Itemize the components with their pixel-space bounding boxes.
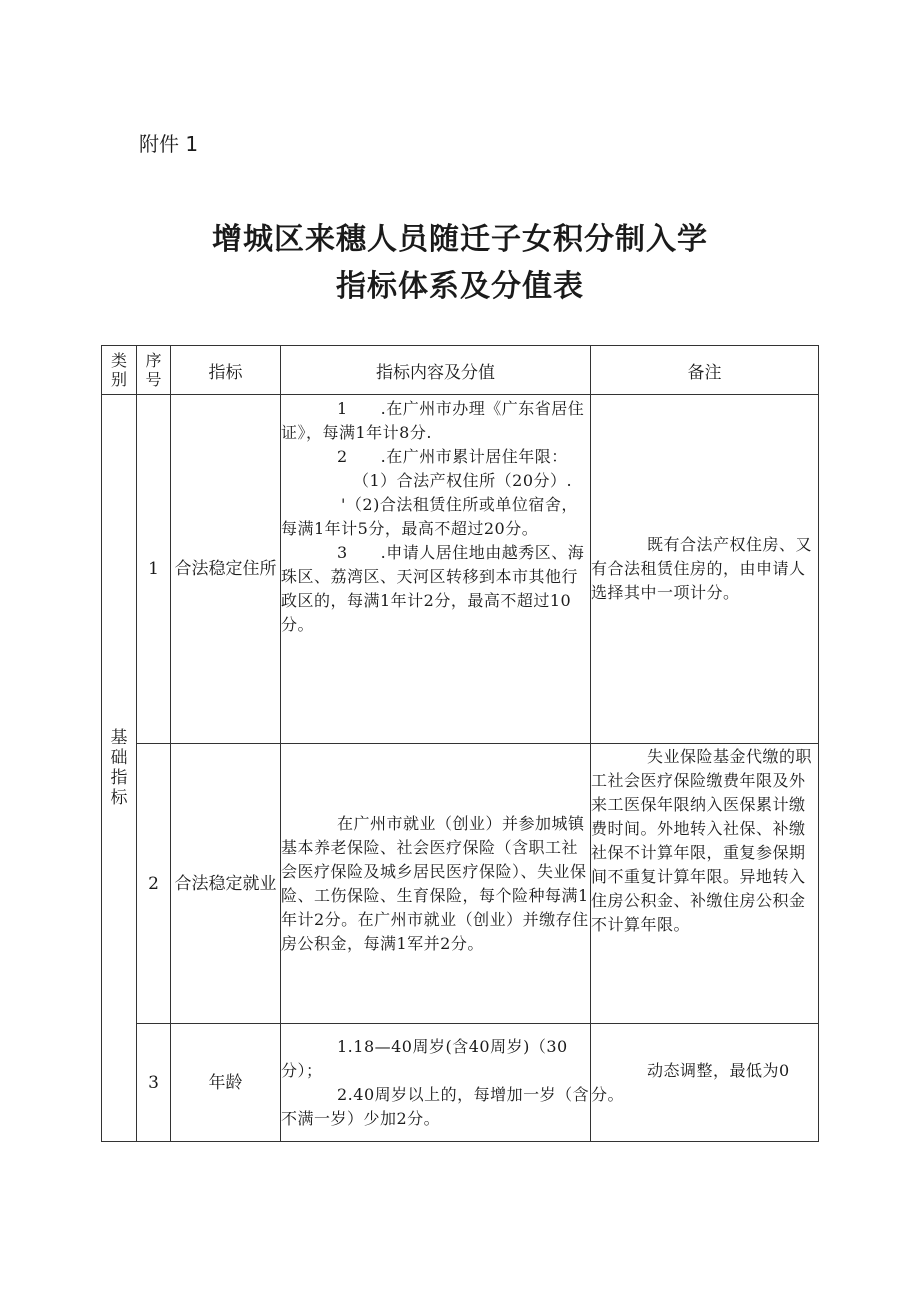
header-content: 指标内容及分值 [281,346,591,395]
category-cell: 基础指标 [102,395,137,1142]
header-indicator: 指标 [171,346,281,395]
row-remark: 既有合法产权住房、又有合法租赁住房的，由申请人选择其中一项计分。 [591,395,819,744]
row-content [281,395,591,744]
header-remark: 备注 [591,346,819,395]
table-row [102,1024,819,1142]
content-line: （1）合法产权住所（20分）. [353,471,573,490]
content-line: '（2)合法租赁住所或单位宿舍，每满1年计5分，最高不超过20分。 [281,495,578,538]
document-title-line-2: 指标体系及分值表 [336,269,584,304]
content-line: 在广州市就业（创业）并参加城镇基本养老保险、社会医疗保险（含职工社会医疗保险及城乡居民医疗保险）、失业保险、工伤保险、生育保险，每个险种每满1年计2分。在广州市就业（创业）并缴存住房公积金，每满1军并2分。 [281,813,589,953]
row-indicator: 合法稳定就业 [171,744,281,1024]
row-indicator: 年龄 [171,1024,281,1142]
content-line: 2.40周岁以上的，每增加一岁（含不满一岁）少加2分。 [281,1084,590,1128]
header-seq: 序号 [137,346,171,395]
row-remark: 动态调整，最低为0分。 [591,1024,819,1142]
row-content [281,744,591,1024]
row-seq: 3 [137,1024,171,1142]
attachment-label: 附件 1 [139,132,199,156]
table-header-row [102,346,819,395]
content-line: 2 .在广州市累计居住年限： [337,447,568,466]
row-seq: 1 [137,395,171,744]
row-content [281,1024,591,1142]
table-row [102,744,819,1024]
header-category: 类别 [102,346,137,395]
indicator-table [101,345,819,1142]
row-seq: 2 [137,744,171,1024]
content-line: 1 .在广州市办理《广东省居住证》，每满1年计8分. [281,399,585,442]
row-remark: 失业保险基金代缴的职工社会医疗保险缴费年限及外来工医保年限纳入医保累计缴费时间。外地转入社保、补缴社保不计算年限，重复参保期间不重复计算年限。异地转入住房公积金、补缴住房公积金不计算年限。 [591,744,819,1024]
document-title-line-1: 增城区来穗人员随迁子女积分制入学 [212,222,708,257]
row-indicator: 合法稳定住所 [171,395,281,744]
content-line: 3 .申请人居住地由越秀区、海珠区、荔湾区、天河区转移到本市其他行政区的，每满1年计2分，最高不超过10分。 [281,543,585,634]
content-line: 1.18—40周岁(含40周岁)（30分）； [281,1036,568,1080]
table-row [102,395,819,744]
